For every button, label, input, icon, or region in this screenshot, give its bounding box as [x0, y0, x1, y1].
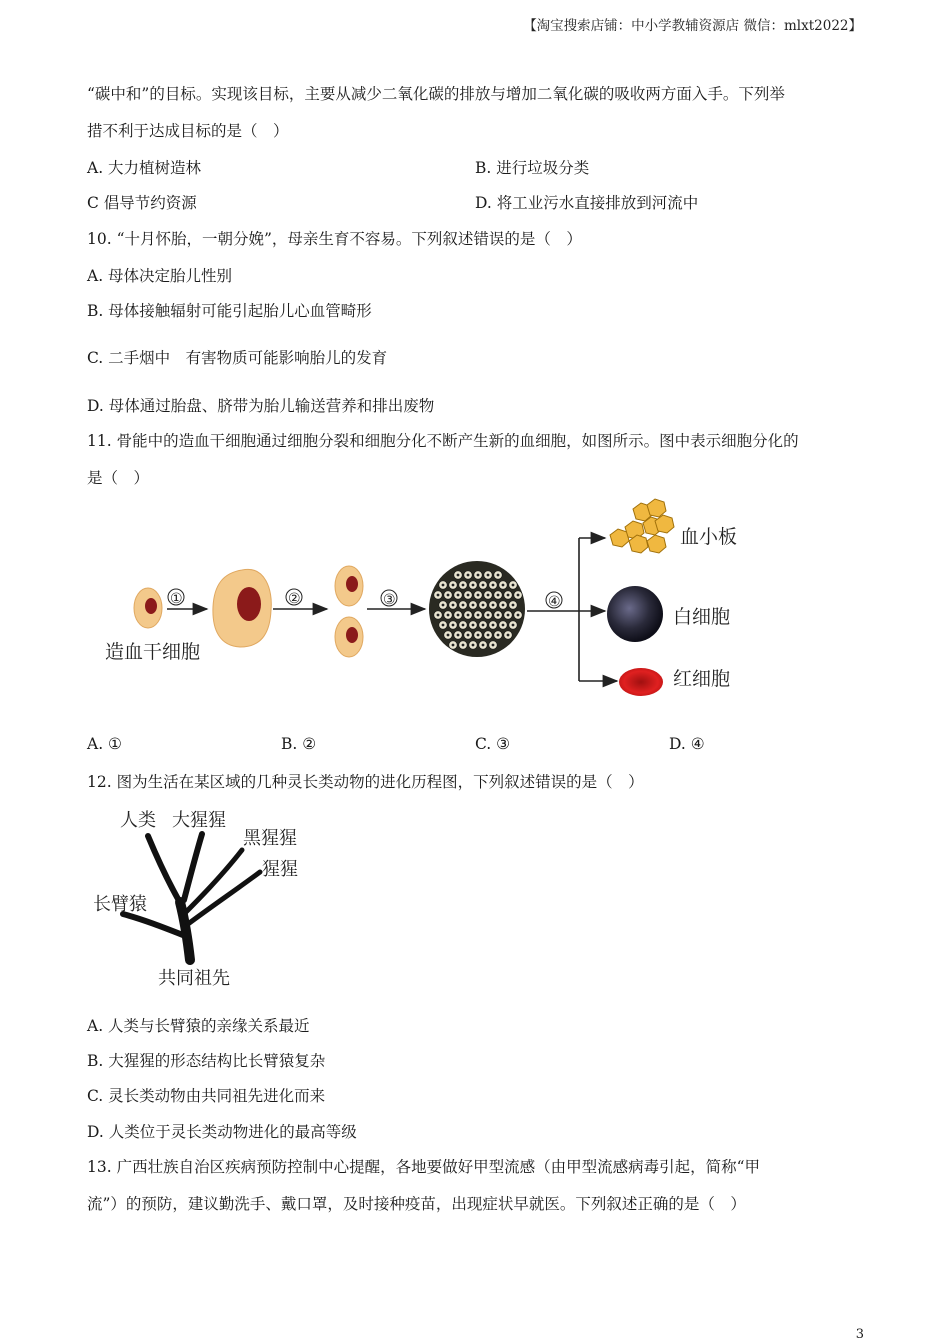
- q12-stem: 12. 图为生活在某区域的几种灵长类动物的进化历程图，下列叙述错误的是（ ）: [87, 773, 644, 791]
- page-number: 3: [855, 1327, 864, 1342]
- cluster-cell-nucleus: [507, 634, 510, 637]
- q13-stem-line2: 流”）的预防，建议勤洗手、戴口罩，及时接种疫苗，出现症状早就医。下列叙述正确的是（ ）: [87, 1195, 746, 1213]
- cluster-cell-nucleus: [442, 584, 445, 587]
- cluster-cell-nucleus: [512, 604, 515, 607]
- q9-option-d[interactable]: D. 将工业污水直接排放到河流中: [475, 194, 699, 212]
- q11-option-b[interactable]: B. ②: [281, 735, 317, 753]
- cluster-cell-nucleus: [457, 574, 460, 577]
- cluster-cell-nucleus: [442, 624, 445, 627]
- stem-cell-label: 造血干细胞: [105, 641, 201, 663]
- cluster-cell-nucleus: [487, 574, 490, 577]
- cluster-cell-nucleus: [487, 614, 490, 617]
- label-human: 人类: [120, 810, 156, 831]
- q9-option-b[interactable]: B. 进行垃圾分类: [475, 159, 590, 177]
- cluster-cell-nucleus: [447, 634, 450, 637]
- cluster-cell-nucleus: [437, 594, 440, 597]
- step-4-label: ④: [548, 594, 561, 610]
- cluster-cell-nucleus: [482, 584, 485, 587]
- label-common-ancestor: 共同祖先: [158, 968, 230, 989]
- daughter-cell-top: [335, 566, 363, 606]
- cluster-cell-nucleus: [477, 594, 480, 597]
- q11-option-d[interactable]: D. ④: [669, 735, 705, 753]
- q9-option-a[interactable]: A. 大力植树造林: [87, 159, 202, 177]
- daughter-cell-bottom: [335, 617, 363, 657]
- cluster-cell-nucleus: [472, 644, 475, 647]
- cluster-cell-nucleus: [517, 594, 520, 597]
- q11-option-c[interactable]: C. ③: [475, 735, 511, 753]
- cluster-cell-nucleus: [467, 634, 470, 637]
- cluster-cell-nucleus: [512, 624, 515, 627]
- q12-option-b[interactable]: B. 大猩猩的形态结构比长臂猿复杂: [87, 1052, 326, 1070]
- q12-option-a[interactable]: A. 人类与长臂猿的亲缘关系最近: [87, 1017, 310, 1035]
- cluster-cell-nucleus: [447, 614, 450, 617]
- step-3-label: ③: [383, 592, 396, 608]
- cluster-cell-nucleus: [497, 634, 500, 637]
- primate-evolution-tree-figure: [90, 802, 320, 997]
- cluster-cell-nucleus: [472, 624, 475, 627]
- cluster-cell-nucleus: [487, 594, 490, 597]
- platelet-label: 血小板: [680, 526, 738, 548]
- label-gorilla: 大猩猩: [172, 810, 226, 831]
- enlarged-cell: [213, 569, 271, 647]
- q9-stem-line2: 措不利于达成目标的是（ ）: [87, 122, 289, 140]
- q12-option-c[interactable]: C. 灵长类动物由共同祖先进化而来: [87, 1087, 326, 1105]
- cluster-cell-nucleus: [457, 634, 460, 637]
- cluster-cell-nucleus: [487, 634, 490, 637]
- cluster-cell-nucleus: [497, 594, 500, 597]
- q10-stem: 10. “十月怀胎，一朝分娩”，母亲生育不容易。下列叙述错误的是（ ）: [87, 230, 582, 248]
- cluster-cell-nucleus: [467, 594, 470, 597]
- q10-option-b[interactable]: B. 母体接触辐射可能引起胎儿心血管畸形: [87, 302, 372, 320]
- cell-cluster: [429, 561, 525, 657]
- cluster-cell-nucleus: [492, 624, 495, 627]
- cluster-cell-nucleus: [477, 614, 480, 617]
- step-1-label: ①: [170, 591, 183, 607]
- label-chimpanzee: 黑猩猩: [243, 828, 297, 849]
- cluster-cell-nucleus: [442, 604, 445, 607]
- cluster-cell-nucleus: [437, 614, 440, 617]
- step-2-label: ②: [288, 591, 301, 607]
- cluster-cell-nucleus: [482, 624, 485, 627]
- cluster-cell-nucleus: [507, 614, 510, 617]
- label-orangutan: 猩猩: [262, 859, 298, 880]
- q10-option-a[interactable]: A. 母体决定胎儿性别: [87, 267, 233, 285]
- white-blood-cell: [607, 586, 663, 642]
- cluster-cell-nucleus: [467, 574, 470, 577]
- cluster-cell-nucleus: [492, 584, 495, 587]
- q10-option-c[interactable]: C. 二手烟中 有害物质可能影响胎儿的发育: [87, 349, 388, 367]
- cluster-cell-nucleus: [512, 584, 515, 587]
- cluster-cell-nucleus: [452, 644, 455, 647]
- cluster-cell-nucleus: [502, 604, 505, 607]
- q13-stem-line1: 13. 广西壮族自治区疾病预防控制中心提醒，各地要做好甲型流感（由甲型流感病毒引起，简称“甲: [87, 1158, 761, 1176]
- cluster-cell-nucleus: [517, 614, 520, 617]
- page-header: 【淘宝搜索店铺：中小学教辅资源店 微信：mlxt2022】: [523, 18, 862, 34]
- cluster-cell-nucleus: [507, 594, 510, 597]
- cluster-cell-nucleus: [452, 604, 455, 607]
- cluster-cell-nucleus: [477, 574, 480, 577]
- cluster-cell-nucleus: [462, 584, 465, 587]
- q11-stem-line2: 是（ ）: [87, 469, 150, 487]
- q11-stem-line1: 11. 骨能中的造血干细胞通过细胞分裂和细胞分化不断产生新的血细胞，如图所示。图中表示细胞分化的: [87, 432, 799, 450]
- cluster-cell-nucleus: [462, 644, 465, 647]
- cluster-cell-nucleus: [472, 604, 475, 607]
- cluster-cell-nucleus: [502, 624, 505, 627]
- rbc-label: 红细胞: [673, 668, 731, 690]
- cluster-cell-nucleus: [497, 614, 500, 617]
- cluster-cell-nucleus: [492, 604, 495, 607]
- blood-cell-differentiation-figure: [95, 495, 775, 710]
- cluster-cell-nucleus: [482, 604, 485, 607]
- platelet-cluster: [610, 499, 674, 553]
- cluster-cell-nucleus: [452, 584, 455, 587]
- label-gibbon: 长臂猿: [93, 894, 147, 915]
- q10-option-d[interactable]: D. 母体通过胎盘、脐带为胎儿输送营养和排出废物: [87, 397, 435, 415]
- cluster-cell-nucleus: [447, 594, 450, 597]
- cluster-cell-nucleus: [462, 624, 465, 627]
- cluster-cell-nucleus: [497, 574, 500, 577]
- q12-option-d[interactable]: D. 人类位于灵长类动物进化的最高等级: [87, 1123, 357, 1141]
- cluster-cell-nucleus: [482, 644, 485, 647]
- cluster-cell-nucleus: [467, 614, 470, 617]
- cluster-cell-nucleus: [462, 604, 465, 607]
- cluster-cell-nucleus: [452, 624, 455, 627]
- q9-option-c[interactable]: C 倡导节约资源: [87, 194, 197, 212]
- cluster-cell-nucleus: [457, 614, 460, 617]
- cluster-cell-nucleus: [492, 644, 495, 647]
- cluster-cell-nucleus: [477, 634, 480, 637]
- cluster-cell-nucleus: [472, 584, 475, 587]
- cluster-cell-nucleus: [457, 594, 460, 597]
- cluster-cell-nucleus: [502, 584, 505, 587]
- q11-option-a[interactable]: A. ①: [87, 735, 122, 753]
- red-blood-cell: [619, 668, 663, 696]
- wbc-label: 白细胞: [673, 606, 731, 628]
- hematopoietic-stem-cell: [134, 588, 162, 628]
- q9-stem-line1: “碳中和”的目标。实现该目标，主要从减少二氧化碳的排放与增加二氧化碳的吸收两方面入手。下列举: [87, 85, 785, 103]
